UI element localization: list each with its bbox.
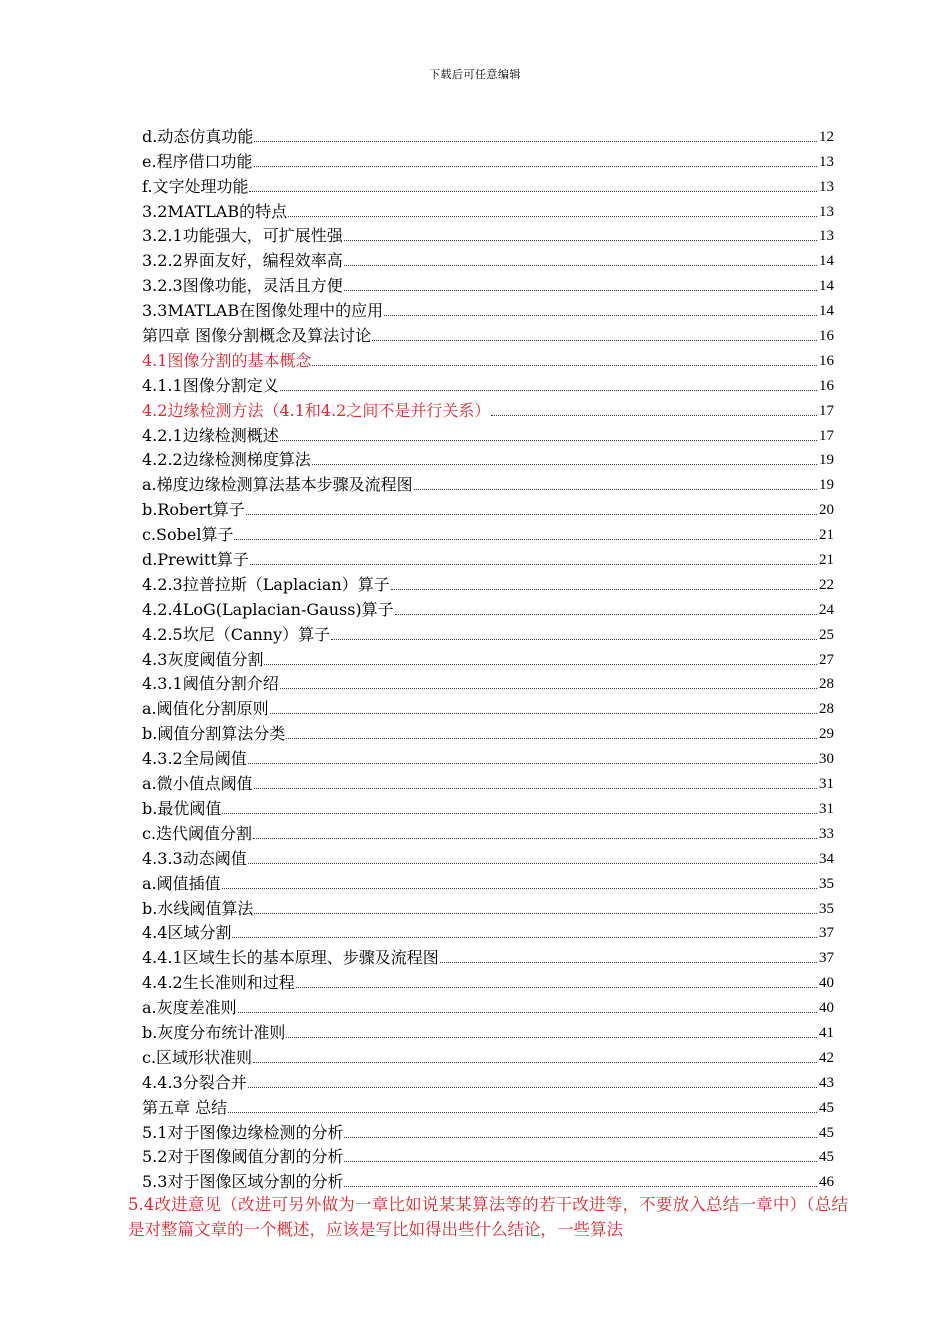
- dot-leader: [248, 863, 817, 864]
- dot-leader: [491, 415, 817, 416]
- toc-entry-page-number: 16: [819, 328, 834, 345]
- dot-leader: [253, 1062, 817, 1063]
- dot-leader: [270, 713, 817, 714]
- toc-entry-page-number: 19: [819, 452, 834, 469]
- toc-entry[interactable]: [142, 744, 834, 769]
- toc-entry-title: 4.3.2全局阈值: [142, 749, 247, 769]
- toc-entry-title: a.微小值点阈值: [142, 774, 253, 794]
- toc-entry-page-number: 14: [819, 253, 834, 270]
- dot-leader: [280, 390, 817, 391]
- toc-entry-title: 3.2MATLAB的特点: [142, 201, 288, 221]
- toc-entry[interactable]: [142, 122, 834, 147]
- dot-leader: [280, 440, 817, 441]
- toc-entry-page-number: 37: [819, 925, 834, 942]
- dot-leader: [254, 788, 817, 789]
- toc-entry-title: d.动态仿真功能: [142, 126, 254, 146]
- toc-entry[interactable]: [142, 620, 834, 645]
- toc-entry-title: 4.2边缘检测方法（4.1和4.2之间不是并行关系）: [142, 400, 491, 420]
- toc-entry[interactable]: [142, 421, 834, 446]
- dot-leader: [248, 763, 817, 764]
- toc-entry-title: a.阈值化分割原则: [142, 699, 269, 719]
- dot-leader: [344, 1137, 817, 1138]
- dot-leader: [280, 688, 817, 689]
- revision-note: 5.4改进意见（改进可另外做为一章比如说某某算法等的若干改进等，不要放入总结一章中）（总结是对整篇文章的一个概述，应该是写比如得出些什么结论，一些算法: [128, 1195, 848, 1239]
- toc-entry-title: 4.2.1边缘检测概述: [142, 425, 279, 445]
- toc-entry-page-number: 45: [819, 1124, 834, 1141]
- dot-leader: [312, 464, 817, 465]
- toc-entry-title: a.灰度差准则: [142, 998, 237, 1018]
- toc-entry-page-number: 21: [819, 527, 834, 544]
- dot-leader: [264, 664, 817, 665]
- toc-entry-page-number: 21: [819, 552, 834, 569]
- toc-entry[interactable]: [142, 1043, 834, 1068]
- toc-entry-page-number: 22: [819, 576, 834, 593]
- dot-leader: [395, 614, 817, 615]
- toc-entry[interactable]: [142, 147, 834, 172]
- toc-entry-page-number: 13: [819, 153, 834, 170]
- toc-entry-page-number: 28: [819, 701, 834, 718]
- toc-entry-page-number: 46: [819, 1174, 834, 1191]
- dot-leader: [372, 340, 817, 341]
- toc-entry-page-number: 40: [819, 975, 834, 992]
- toc-entry-page-number: 16: [819, 377, 834, 394]
- dot-leader: [232, 937, 817, 938]
- toc-entry[interactable]: [142, 545, 834, 570]
- toc-entry-title: 5.1对于图像边缘检测的分析: [142, 1122, 344, 1142]
- toc-entry-title: 5.3对于图像区域分割的分析: [142, 1172, 344, 1192]
- toc-entry[interactable]: [142, 919, 834, 944]
- toc-entry-page-number: 24: [819, 601, 834, 618]
- toc-entry-page-number: 13: [819, 178, 834, 195]
- toc-entry-title: 3.2.3图像功能，灵活且方便: [142, 276, 343, 296]
- toc-entry-page-number: 13: [819, 228, 834, 245]
- dot-leader: [250, 564, 817, 565]
- toc-entry-title: 第四章 图像分割概念及算法讨论: [142, 326, 372, 346]
- toc-entry[interactable]: [142, 446, 834, 471]
- dot-leader: [344, 290, 817, 291]
- toc-entry-title: 4.2.3拉普拉斯（Laplacian）算子: [142, 574, 390, 594]
- toc-entry-title: b.水线阈值算法: [142, 898, 254, 918]
- toc-entry-title: 4.3.1阈值分割介绍: [142, 674, 279, 694]
- toc-entry[interactable]: [142, 271, 834, 296]
- toc-entry-page-number: 45: [819, 1099, 834, 1116]
- toc-entry-title: 4.3.3动态阈值: [142, 848, 247, 868]
- toc-entry[interactable]: [142, 1068, 834, 1093]
- toc-entry-page-number: 33: [819, 825, 834, 842]
- toc-entry-title: 4.2.2边缘检测梯度算法: [142, 450, 311, 470]
- toc-entry-title: 4.1图像分割的基本概念: [142, 350, 312, 370]
- toc-entry-title: a.阈值插值: [142, 873, 221, 893]
- toc-entry-page-number: 14: [819, 303, 834, 320]
- toc-entry-title: 3.2.1功能强大，可扩展性强: [142, 226, 343, 246]
- dot-leader: [391, 589, 817, 590]
- toc-entry-page-number: 27: [819, 651, 834, 668]
- toc-entry-page-number: 42: [819, 1049, 834, 1066]
- dot-leader: [222, 888, 817, 889]
- toc-entry[interactable]: [142, 894, 834, 919]
- toc-entry-title: b.最优阈值: [142, 798, 222, 818]
- toc-entry-title: a.梯度边缘检测算法基本步骤及流程图: [142, 475, 413, 495]
- toc-entry-title: b.灰度分布统计准则: [142, 1022, 286, 1042]
- toc-entry-page-number: 45: [819, 1149, 834, 1166]
- toc-entry-page-number: 40: [819, 1000, 834, 1017]
- dot-leader: [344, 265, 817, 266]
- toc-entry[interactable]: [142, 869, 834, 894]
- dot-leader: [248, 1087, 817, 1088]
- toc-entry-page-number: 13: [819, 203, 834, 220]
- toc-entry-page-number: 16: [819, 352, 834, 369]
- dot-leader: [286, 738, 817, 739]
- toc-entry-page-number: 12: [819, 128, 834, 145]
- toc-entry-page-number: 37: [819, 950, 834, 967]
- toc-entry[interactable]: [142, 321, 834, 346]
- toc-entry-page-number: 31: [819, 800, 834, 817]
- toc-entry-title: 4.3灰度阈值分割: [142, 649, 264, 669]
- toc-entry-title: b.阈值分割算法分类: [142, 724, 286, 744]
- toc-entry[interactable]: [142, 719, 834, 744]
- toc-entry[interactable]: [142, 197, 834, 222]
- dot-leader: [222, 813, 817, 814]
- dot-leader: [253, 838, 817, 839]
- toc-entry[interactable]: [142, 371, 834, 396]
- toc-entry-title: 4.1.1图像分割定义: [142, 375, 279, 395]
- toc-entry[interactable]: [142, 943, 834, 968]
- dot-leader: [440, 962, 817, 963]
- toc-entry-page-number: 25: [819, 626, 834, 643]
- toc-entry-page-number: 41: [819, 1024, 834, 1041]
- toc-entry-title: 第五章 总结: [142, 1097, 228, 1117]
- toc-entry-title: d.Prewitt算子: [142, 550, 249, 570]
- toc-entry-title: c.迭代阈值分割: [142, 823, 253, 843]
- toc-entry-title: e.程序借口功能: [142, 151, 253, 171]
- toc-entry[interactable]: [142, 993, 834, 1018]
- toc-entry-title: 4.2.4LoG(Laplacian-Gauss)算子: [142, 599, 394, 619]
- toc-entry[interactable]: [142, 172, 834, 197]
- toc-entry-page-number: 19: [819, 477, 834, 494]
- toc-entry-page-number: 17: [819, 402, 834, 419]
- toc-entry-page-number: 20: [819, 502, 834, 519]
- toc-entry-title: 4.2.5坎尼（Canny）算子: [142, 624, 331, 644]
- toc-entry-title: 4.4.3分裂合并: [142, 1072, 247, 1092]
- toc-entry[interactable]: [142, 570, 834, 595]
- toc-entry-title: 4.4.2生长准则和过程: [142, 973, 295, 993]
- toc-entry-title: 3.3MATLAB在图像处理中的应用: [142, 301, 384, 321]
- toc-entry-page-number: 31: [819, 776, 834, 793]
- dot-leader: [331, 639, 817, 640]
- toc-entry-page-number: 35: [819, 875, 834, 892]
- toc-entry-title: f.文字处理功能: [142, 176, 249, 196]
- dot-leader: [312, 365, 817, 366]
- toc-entry[interactable]: [142, 1143, 834, 1168]
- dot-leader: [234, 539, 817, 540]
- dot-leader: [288, 216, 817, 217]
- toc-entry-title: 3.2.2界面友好，编程效率高: [142, 251, 343, 271]
- dot-leader: [286, 1037, 817, 1038]
- toc-entry-page-number: 14: [819, 278, 834, 295]
- toc-entry[interactable]: [142, 1118, 834, 1143]
- dot-leader: [228, 1112, 817, 1113]
- toc-entry-page-number: 35: [819, 900, 834, 917]
- toc-entry[interactable]: [142, 794, 834, 819]
- dot-leader: [414, 489, 817, 490]
- toc-entry-page-number: 17: [819, 427, 834, 444]
- toc-entry[interactable]: [142, 1093, 834, 1118]
- dot-leader: [344, 1161, 817, 1162]
- toc-entry-page-number: 29: [819, 726, 834, 743]
- toc-entry[interactable]: [142, 1018, 834, 1043]
- toc-entry-title: 5.2对于图像阈值分割的分析: [142, 1147, 344, 1167]
- toc-entry[interactable]: [142, 670, 834, 695]
- toc-entry-title: 4.4.1区域生长的基本原理、步骤及流程图: [142, 948, 439, 968]
- dot-leader: [238, 1012, 817, 1013]
- toc-entry-page-number: 28: [819, 676, 834, 693]
- toc-entry[interactable]: [142, 968, 834, 993]
- toc-entry[interactable]: [142, 645, 834, 670]
- toc-entry[interactable]: [142, 520, 834, 545]
- toc-entry[interactable]: [142, 396, 834, 421]
- toc-entry[interactable]: [142, 844, 834, 869]
- toc-entry[interactable]: [142, 296, 834, 321]
- dot-leader: [254, 166, 817, 167]
- toc-entry-title: 4.4区域分割: [142, 923, 232, 943]
- toc-entry-title: b.Robert算子: [142, 500, 245, 520]
- toc-entry[interactable]: [142, 346, 834, 371]
- toc-entry-page-number: 43: [819, 1074, 834, 1091]
- dot-leader: [296, 987, 817, 988]
- page-header: 下载后可任意编辑: [429, 68, 521, 81]
- toc-entry[interactable]: [142, 769, 834, 794]
- toc-entry-title: c.Sobel算子: [142, 525, 234, 545]
- toc-entry[interactable]: [142, 595, 834, 620]
- toc-entry[interactable]: [142, 222, 834, 247]
- table-of-contents: [142, 122, 834, 1192]
- dot-leader: [254, 913, 817, 914]
- dot-leader: [246, 514, 817, 515]
- toc-entry-title: c.区域形状准则: [142, 1047, 253, 1067]
- toc-entry[interactable]: [142, 246, 834, 271]
- dot-leader: [249, 191, 817, 192]
- toc-entry[interactable]: [142, 495, 834, 520]
- toc-entry[interactable]: [142, 819, 834, 844]
- toc-entry[interactable]: [142, 470, 834, 495]
- toc-entry[interactable]: [142, 1167, 834, 1192]
- dot-leader: [344, 1186, 817, 1187]
- toc-entry-page-number: 34: [819, 850, 834, 867]
- dot-leader: [254, 141, 817, 142]
- toc-entry[interactable]: [142, 694, 834, 719]
- toc-entry-page-number: 30: [819, 751, 834, 768]
- dot-leader: [344, 240, 817, 241]
- dot-leader: [384, 315, 817, 316]
